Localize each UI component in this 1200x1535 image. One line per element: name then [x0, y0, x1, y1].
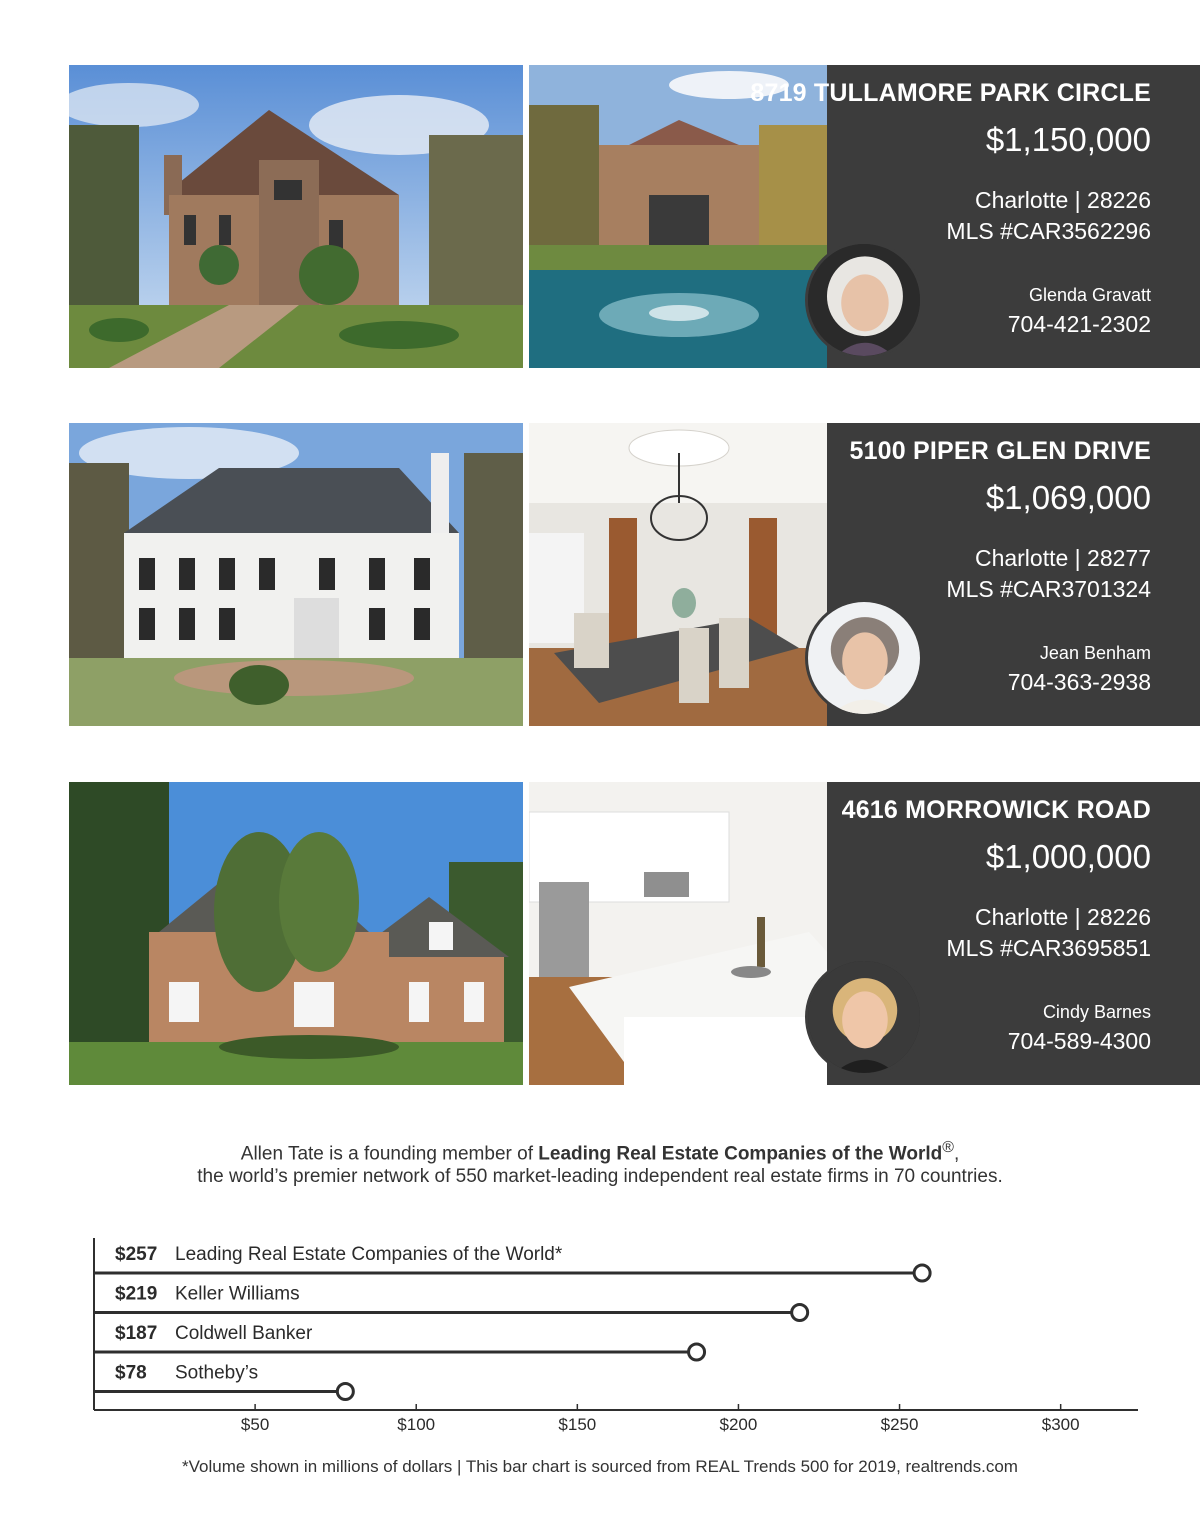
- x-tick-label: $300: [1041, 1415, 1080, 1434]
- chart-footnote: *Volume shown in millions of dollars | This bar chart is sourced from REAL Trends 500 for 2019, realtrends.com: [182, 1457, 1018, 1476]
- kitchen-photo[interactable]: [529, 782, 827, 1085]
- bar-category-label: Keller Williams: [175, 1283, 300, 1305]
- about-line-2: the world’s premier network of 550 market-leading independent real estate firms in 70 countries.: [197, 1166, 1003, 1187]
- listing-card[interactable]: [69, 423, 1200, 726]
- x-tick-label: $100: [397, 1415, 436, 1434]
- listing-city-zip: Charlotte | 28226: [974, 904, 1151, 930]
- listing-info-panel: [750, 65, 1200, 368]
- agent-name: Jean Benham: [1039, 643, 1151, 663]
- listing-mls: MLS #CAR3695851: [946, 935, 1151, 961]
- x-tick-label: $50: [240, 1415, 270, 1434]
- about-prefix: Allen Tate is a founding member of: [240, 1143, 539, 1165]
- about-line-1: [0, 1139, 1200, 1165]
- house-exterior-photo[interactable]: [69, 782, 523, 1085]
- listing-price: $1,150,000: [985, 121, 1151, 158]
- listing-address: 8719 TULLAMORE PARK CIRCLE: [750, 79, 1151, 107]
- bar-value-label: $78: [115, 1362, 147, 1384]
- bar-value-label: $187: [115, 1323, 158, 1344]
- listing-mls: MLS #CAR3701324: [946, 576, 1151, 602]
- bar-category-label: Coldwell Banker: [175, 1323, 313, 1344]
- bar-end-marker: [689, 1344, 705, 1360]
- listing-city-zip: Charlotte | 28226: [974, 187, 1151, 213]
- house-exterior-photo[interactable]: [69, 65, 523, 368]
- agent-avatar[interactable]: [805, 958, 923, 1076]
- bar-end-marker: [914, 1265, 930, 1281]
- registered-mark: ®: [942, 1139, 954, 1156]
- bar-end-marker: [792, 1305, 808, 1321]
- listing-info-panel: [827, 782, 1200, 1085]
- bar-value-label: $257: [115, 1244, 158, 1265]
- bar-category-label: Sotheby’s: [175, 1362, 259, 1384]
- listing-city-zip: Charlotte | 28277: [974, 545, 1151, 571]
- listing-address: 4616 MORROWICK ROAD: [841, 796, 1151, 824]
- listing-price: $1,069,000: [985, 479, 1151, 516]
- pond-fountain-photo[interactable]: [529, 65, 827, 368]
- volume-lollipop-chart: [0, 1230, 1200, 1440]
- listing-info-panel: [827, 423, 1200, 726]
- dining-room-photo[interactable]: [529, 423, 827, 726]
- bar-value-label: $219: [115, 1283, 158, 1305]
- listing-mls: MLS #CAR3562296: [946, 218, 1151, 244]
- agent-name: Glenda Gravatt: [1028, 285, 1151, 305]
- x-tick-label: $200: [719, 1415, 758, 1434]
- listing-card[interactable]: [69, 782, 1200, 1085]
- bar-end-marker: [337, 1384, 353, 1400]
- agent-phone[interactable]: 704-421-2302: [1007, 311, 1151, 337]
- x-tick-label: $150: [558, 1415, 597, 1434]
- listing-card[interactable]: [69, 65, 1200, 368]
- agent-avatar[interactable]: [805, 241, 923, 359]
- agent-name: Cindy Barnes: [1042, 1002, 1151, 1022]
- about-suffix: ,: [953, 1143, 960, 1165]
- agent-avatar[interactable]: [805, 599, 923, 717]
- house-exterior-photo[interactable]: [69, 423, 523, 726]
- listing-price: $1,000,000: [985, 838, 1151, 875]
- x-tick-label: $250: [880, 1415, 919, 1434]
- bar-category-label: Leading Real Estate Companies of the World*: [175, 1244, 563, 1265]
- network-name: Leading Real Estate Companies of the World: [538, 1143, 943, 1165]
- agent-phone[interactable]: 704-363-2938: [1007, 669, 1151, 695]
- listing-address: 5100 PIPER GLEN DRIVE: [849, 437, 1151, 465]
- agent-phone[interactable]: 704-589-4300: [1007, 1028, 1151, 1054]
